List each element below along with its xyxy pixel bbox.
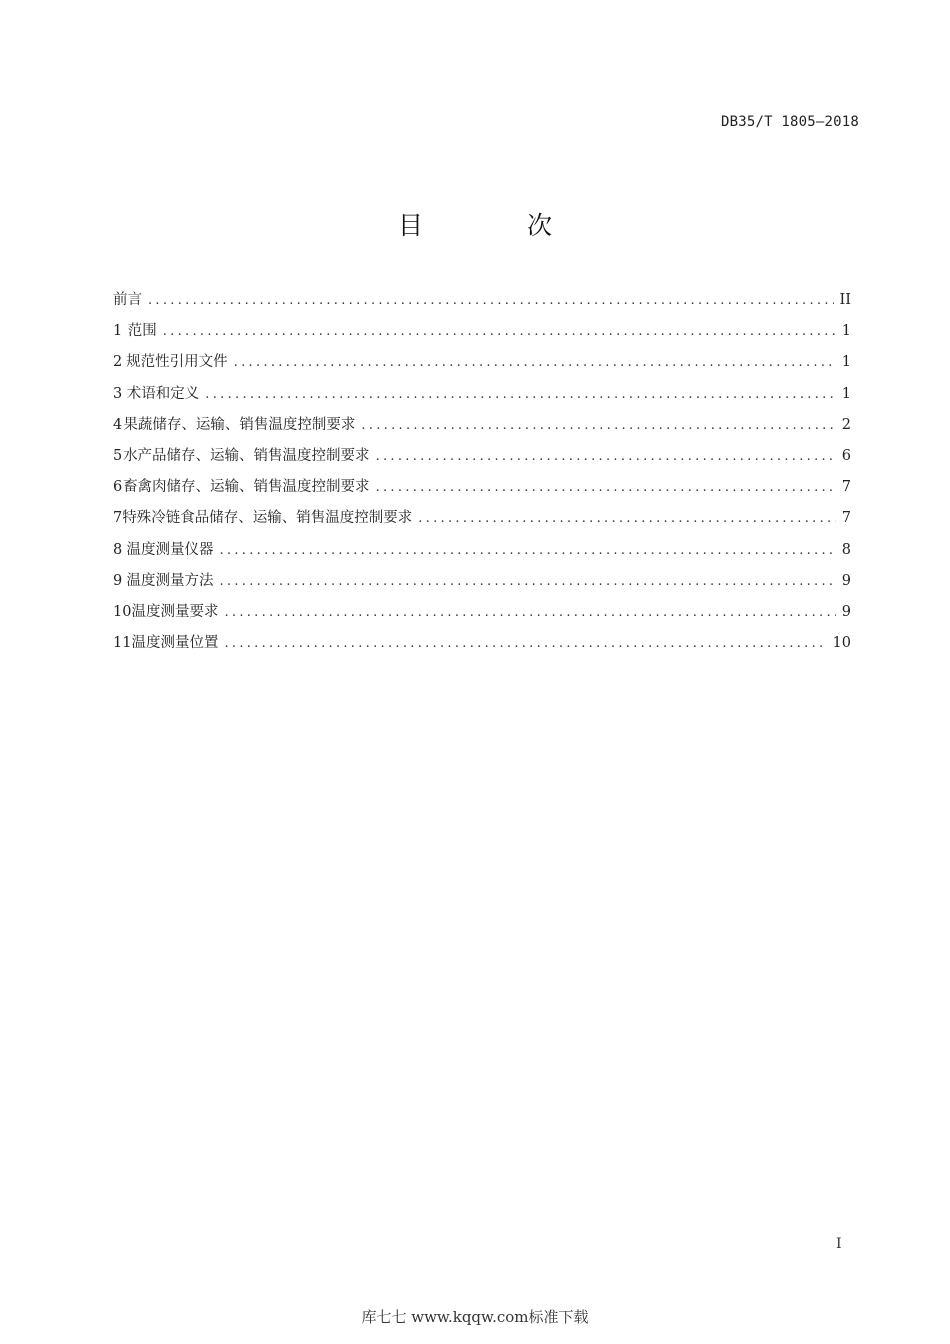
toc-entry-number: 4	[113, 416, 123, 433]
toc-entry-2[interactable]	[113, 350, 851, 381]
toc-entry-number: 1	[113, 323, 123, 340]
toc-entry-number: 7	[113, 510, 123, 527]
toc-entry-page: 9	[841, 572, 851, 589]
dot-leader	[418, 511, 836, 526]
document-code: DB35/T 1805—2018	[720, 114, 859, 130]
toc-entry-title: 术语和定义	[126, 385, 200, 402]
page-number: I	[836, 1236, 842, 1252]
dot-leader	[234, 355, 836, 370]
table-of-contents	[113, 288, 851, 662]
toc-entry-7[interactable]	[113, 506, 851, 537]
toc-entry-number: 11	[113, 635, 132, 652]
toc-entry-title: 畜禽肉储存、运输、销售温度控制要求	[123, 479, 370, 496]
toc-entry-page: 1	[841, 354, 851, 371]
toc-entry-number: 2	[113, 354, 123, 371]
toc-entry-4[interactable]	[113, 413, 851, 444]
toc-entry-3[interactable]	[113, 382, 851, 413]
toc-entry-9[interactable]	[113, 569, 851, 600]
toc-entry-page: 7	[841, 479, 851, 496]
dot-leader	[219, 574, 835, 589]
dot-leader	[219, 543, 835, 558]
toc-entry-title: 温度测量方法	[126, 572, 214, 589]
toc-title: 目 次	[398, 211, 600, 240]
toc-entry-title: 果蔬储存、运输、销售温度控制要求	[123, 416, 356, 433]
toc-entry-title: 温度测量仪器	[126, 541, 214, 558]
toc-entry-title: 水产品储存、运输、销售温度控制要求	[123, 447, 370, 464]
dot-leader	[361, 418, 835, 433]
toc-entry-page: 7	[841, 510, 851, 527]
toc-entry-page: 6	[841, 447, 851, 464]
toc-entry-title: 规范性引用文件	[126, 354, 228, 371]
toc-entry-11[interactable]	[113, 631, 851, 662]
toc-entry-number: 9	[113, 572, 123, 589]
toc-entry-number: 5	[113, 447, 123, 464]
toc-entry-6[interactable]	[113, 475, 851, 506]
toc-entry-number: 6	[113, 479, 123, 496]
toc-entry-title: 温度测量要求	[131, 603, 219, 620]
toc-entry-page: 9	[841, 603, 851, 620]
toc-entry-1[interactable]	[113, 319, 851, 350]
toc-entry-page: 10	[832, 635, 851, 652]
toc-entry-title: 范围	[127, 323, 157, 340]
dot-leader	[148, 293, 834, 308]
toc-entry-page: 8	[841, 541, 851, 558]
toc-entry-10[interactable]	[113, 600, 851, 631]
toc-entry-8[interactable]	[113, 538, 851, 569]
toc-entry-title: 前言	[113, 292, 142, 308]
toc-entry-number: 10	[113, 603, 132, 620]
toc-entry-number: 3	[113, 385, 123, 402]
dot-leader	[376, 449, 836, 464]
toc-entry-page: 1	[841, 385, 851, 402]
toc-entry-title: 特殊冷链食品储存、运输、销售温度控制要求	[122, 510, 413, 527]
footer-watermark: 库七七 www.kqqw.com标准下载	[361, 1308, 589, 1326]
toc-entry-foreword[interactable]	[113, 288, 851, 319]
dot-leader	[376, 480, 836, 495]
dot-leader	[224, 636, 826, 651]
toc-entry-page: 1	[841, 323, 851, 340]
dot-leader	[205, 387, 835, 402]
toc-entry-number: 8	[113, 541, 123, 558]
dot-leader	[163, 324, 836, 339]
toc-entry-5[interactable]	[113, 444, 851, 475]
dot-leader	[224, 605, 835, 620]
toc-entry-page: II	[839, 292, 851, 308]
toc-entry-title: 温度测量位置	[131, 635, 219, 652]
toc-entry-page: 2	[841, 416, 851, 433]
